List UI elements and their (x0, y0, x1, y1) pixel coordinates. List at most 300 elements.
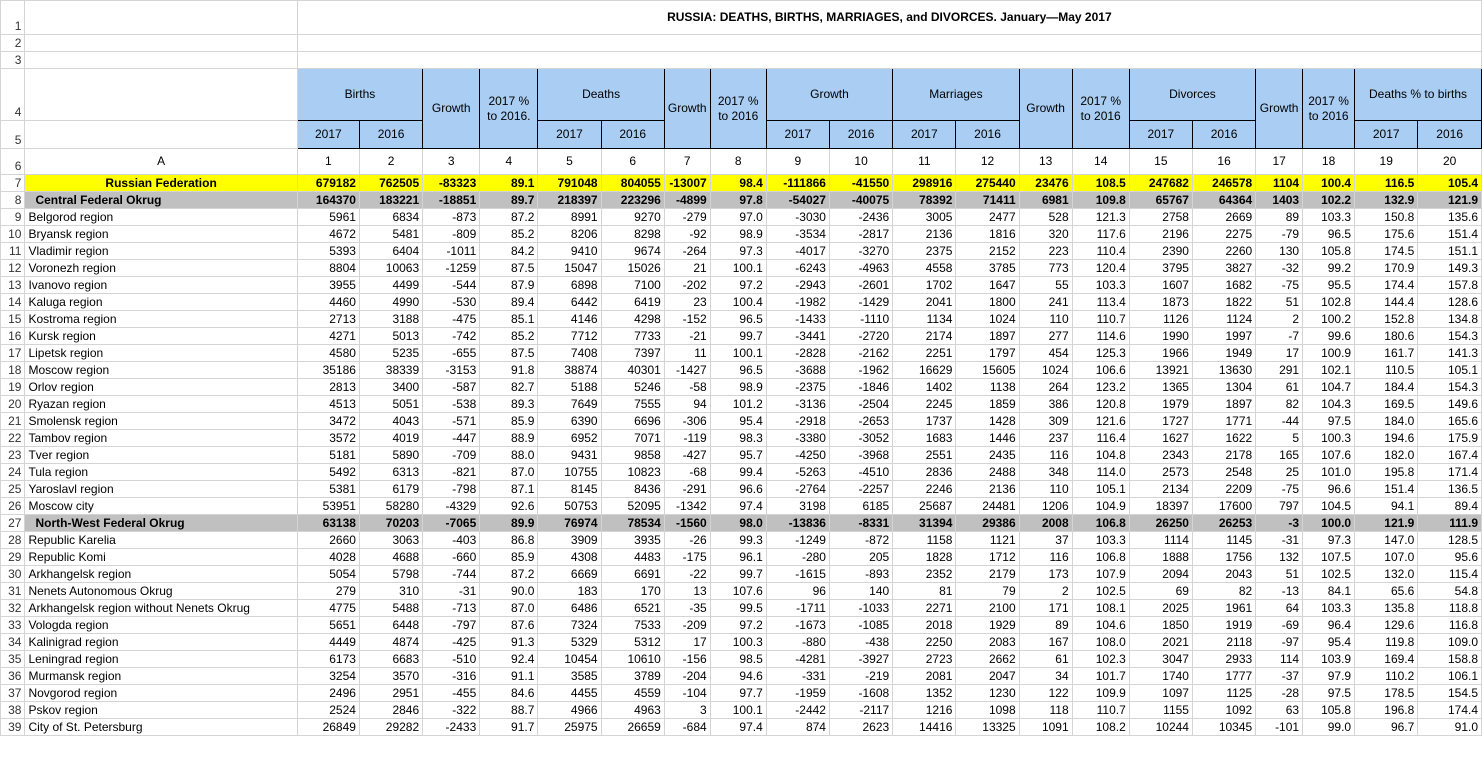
value-cell[interactable]: -5263 (766, 464, 829, 481)
column-number[interactable]: 16 (1192, 149, 1255, 175)
value-cell[interactable]: 5312 (601, 634, 664, 651)
value-cell[interactable]: 104.9 (1072, 498, 1129, 515)
value-cell[interactable]: 106.8 (1072, 549, 1129, 566)
value-cell[interactable]: 6683 (359, 651, 422, 668)
value-cell[interactable]: 4966 (538, 702, 601, 719)
value-cell[interactable]: 9270 (601, 209, 664, 226)
row-header[interactable]: 37 (1, 685, 25, 702)
value-cell[interactable]: -4510 (829, 464, 892, 481)
row-header[interactable]: 7 (1, 175, 25, 192)
value-cell[interactable]: 6691 (601, 566, 664, 583)
value-cell[interactable]: -438 (829, 634, 892, 651)
value-cell[interactable]: -2162 (829, 345, 892, 362)
column-number[interactable]: 8 (710, 149, 766, 175)
value-cell[interactable]: 119.8 (1355, 634, 1418, 651)
value-cell[interactable]: 2047 (956, 668, 1019, 685)
value-cell[interactable]: 2662 (956, 651, 1019, 668)
region-name[interactable]: Tambov region (25, 430, 297, 447)
value-cell[interactable]: -660 (423, 549, 480, 566)
value-cell[interactable]: 4990 (359, 294, 422, 311)
value-cell[interactable]: 101.2 (710, 396, 766, 413)
value-cell[interactable]: 101.0 (1303, 464, 1355, 481)
value-cell[interactable]: 123.2 (1072, 379, 1129, 396)
table-row[interactable] (1, 464, 1482, 481)
value-cell[interactable]: -279 (664, 209, 710, 226)
value-cell[interactable]: 150.8 (1355, 209, 1418, 226)
value-cell[interactable]: 100.1 (710, 260, 766, 277)
value-cell[interactable]: 309 (1019, 413, 1072, 430)
row-header[interactable]: 4 (1, 69, 25, 121)
region-name[interactable]: Arkhangelsk region (25, 566, 297, 583)
value-cell[interactable]: 1230 (956, 685, 1019, 702)
region-name[interactable]: Kursk region (25, 328, 297, 345)
value-cell[interactable]: 129.6 (1355, 617, 1418, 634)
value-cell[interactable]: 25 (1256, 464, 1303, 481)
value-cell[interactable]: 1727 (1129, 413, 1192, 430)
value-cell[interactable]: 118 (1019, 702, 1072, 719)
value-cell[interactable]: 17 (664, 634, 710, 651)
value-cell[interactable]: -2601 (829, 277, 892, 294)
region-name[interactable]: Russian Federation (25, 175, 297, 192)
value-cell[interactable]: 7071 (601, 430, 664, 447)
value-cell[interactable]: -152 (664, 311, 710, 328)
value-cell[interactable]: 2179 (956, 566, 1019, 583)
value-cell[interactable]: 2196 (1129, 226, 1192, 243)
value-cell[interactable]: 1897 (1192, 396, 1255, 413)
value-cell[interactable]: -1011 (423, 243, 480, 260)
value-cell[interactable]: 102.5 (1072, 583, 1129, 600)
header-growth[interactable]: Growth (1019, 69, 1072, 149)
value-cell[interactable]: 132 (1256, 549, 1303, 566)
value-cell[interactable]: 78534 (601, 515, 664, 532)
header-year[interactable]: 2016 (1418, 121, 1482, 149)
value-cell[interactable]: 78392 (893, 192, 956, 209)
value-cell[interactable]: -655 (423, 345, 480, 362)
value-cell[interactable]: 4688 (359, 549, 422, 566)
value-cell[interactable]: 291 (1256, 362, 1303, 379)
value-cell[interactable]: 100.3 (1303, 430, 1355, 447)
value-cell[interactable]: 89.9 (480, 515, 538, 532)
value-cell[interactable]: 96.7 (1355, 719, 1418, 736)
sheet-title[interactable]: RUSSIA: DEATHS, BIRTHS, MARRIAGES, and DIVORCES. January—May 2017 (297, 1, 1481, 35)
value-cell[interactable]: 120.8 (1072, 396, 1129, 413)
value-cell[interactable]: 151.1 (1418, 243, 1482, 260)
value-cell[interactable]: 3005 (893, 209, 956, 226)
value-cell[interactable]: 82 (1256, 396, 1303, 413)
value-cell[interactable]: 103.3 (1303, 209, 1355, 226)
value-cell[interactable]: 71411 (956, 192, 1019, 209)
value-cell[interactable]: 116.8 (1418, 617, 1482, 634)
value-cell[interactable]: 1979 (1129, 396, 1192, 413)
value-cell[interactable]: 3789 (601, 668, 664, 685)
value-cell[interactable]: -1846 (829, 379, 892, 396)
value-cell[interactable]: -1962 (829, 362, 892, 379)
value-cell[interactable]: 6834 (359, 209, 422, 226)
value-cell[interactable]: 2209 (1192, 481, 1255, 498)
header-year[interactable]: 2017 (538, 121, 601, 149)
value-cell[interactable]: 116 (1019, 447, 1072, 464)
value-cell[interactable]: 135.8 (1355, 600, 1418, 617)
value-cell[interactable]: 100.2 (1303, 311, 1355, 328)
region-name[interactable]: Kaluga region (25, 294, 297, 311)
value-cell[interactable]: 2 (1256, 311, 1303, 328)
value-cell[interactable]: 2008 (1019, 515, 1072, 532)
value-cell[interactable]: 128.6 (1418, 294, 1482, 311)
value-cell[interactable]: 1024 (1019, 362, 1072, 379)
value-cell[interactable]: 1997 (1192, 328, 1255, 345)
value-cell[interactable]: 89.7 (480, 192, 538, 209)
value-cell[interactable]: -3270 (829, 243, 892, 260)
table-row[interactable] (1, 209, 1482, 226)
value-cell[interactable]: 128.5 (1418, 532, 1482, 549)
value-cell[interactable]: 5051 (359, 396, 422, 413)
value-cell[interactable]: 18397 (1129, 498, 1192, 515)
table-row[interactable] (1, 498, 1482, 515)
value-cell[interactable]: 8804 (297, 260, 359, 277)
value-cell[interactable]: 102.5 (1303, 566, 1355, 583)
value-cell[interactable]: 108.5 (1072, 175, 1129, 192)
value-cell[interactable]: 13630 (1192, 362, 1255, 379)
value-cell[interactable]: 1777 (1192, 668, 1255, 685)
value-cell[interactable]: 2496 (297, 685, 359, 702)
region-name[interactable]: Yaroslavl region (25, 481, 297, 498)
value-cell[interactable]: 61 (1019, 651, 1072, 668)
value-cell[interactable]: 85.2 (480, 226, 538, 243)
value-cell[interactable]: 88.7 (480, 702, 538, 719)
value-cell[interactable]: 151.4 (1355, 481, 1418, 498)
value-cell[interactable]: 100.4 (710, 294, 766, 311)
value-cell[interactable]: -2442 (766, 702, 829, 719)
value-cell[interactable]: 63138 (297, 515, 359, 532)
value-cell[interactable]: 107.6 (1303, 447, 1355, 464)
value-cell[interactable]: 2100 (956, 600, 1019, 617)
value-cell[interactable]: 246578 (1192, 175, 1255, 192)
region-name[interactable]: Vladimir region (25, 243, 297, 260)
value-cell[interactable]: 104.7 (1303, 379, 1355, 396)
value-cell[interactable]: 135.6 (1418, 209, 1482, 226)
value-cell[interactable]: -13836 (766, 515, 829, 532)
header-divorces[interactable]: Divorces (1129, 69, 1255, 121)
value-cell[interactable]: 25687 (893, 498, 956, 515)
value-cell[interactable]: 117.6 (1072, 226, 1129, 243)
header-growth[interactable]: Growth (423, 69, 480, 149)
header-year[interactable]: 2017 (766, 121, 829, 149)
row-header[interactable]: 28 (1, 532, 25, 549)
value-cell[interactable]: 97.4 (710, 498, 766, 515)
value-cell[interactable]: 76974 (538, 515, 601, 532)
table-row[interactable] (1, 617, 1482, 634)
value-cell[interactable]: 102.8 (1303, 294, 1355, 311)
table-row[interactable] (1, 532, 1482, 549)
value-cell[interactable]: -4281 (766, 651, 829, 668)
value-cell[interactable]: 31394 (893, 515, 956, 532)
value-cell[interactable]: 79 (956, 583, 1019, 600)
value-cell[interactable]: -510 (423, 651, 480, 668)
value-cell[interactable]: 2933 (1192, 651, 1255, 668)
value-cell[interactable]: 7555 (601, 396, 664, 413)
value-cell[interactable]: 528 (1019, 209, 1072, 226)
value-cell[interactable]: 116.5 (1355, 175, 1418, 192)
value-cell[interactable]: 51 (1256, 566, 1303, 583)
value-cell[interactable]: 7408 (538, 345, 601, 362)
value-cell[interactable]: 2390 (1129, 243, 1192, 260)
value-cell[interactable]: 170 (601, 583, 664, 600)
value-cell[interactable]: 141.3 (1418, 345, 1482, 362)
value-cell[interactable]: 194.6 (1355, 430, 1418, 447)
value-cell[interactable]: 99.2 (1303, 260, 1355, 277)
value-cell[interactable]: 3909 (538, 532, 601, 549)
value-cell[interactable]: 4460 (297, 294, 359, 311)
value-cell[interactable]: 1104 (1256, 175, 1303, 192)
value-cell[interactable]: 102.2 (1303, 192, 1355, 209)
value-cell[interactable]: 13 (664, 583, 710, 600)
region-name[interactable]: Arkhangelsk region without Nenets Okrug (25, 600, 297, 617)
value-cell[interactable]: -119 (664, 430, 710, 447)
value-cell[interactable]: 3047 (1129, 651, 1192, 668)
value-cell[interactable]: 6898 (538, 277, 601, 294)
value-cell[interactable]: 1929 (956, 617, 1019, 634)
value-cell[interactable]: 87.5 (480, 345, 538, 362)
value-cell[interactable]: 105.8 (1303, 702, 1355, 719)
value-cell[interactable]: 1206 (1019, 498, 1072, 515)
value-cell[interactable]: 3572 (297, 430, 359, 447)
value-cell[interactable]: 679182 (297, 175, 359, 192)
value-cell[interactable]: 2174 (893, 328, 956, 345)
value-cell[interactable]: 109.9 (1072, 685, 1129, 702)
value-cell[interactable]: 87.1 (480, 481, 538, 498)
cell[interactable] (297, 35, 1481, 52)
value-cell[interactable]: 4146 (538, 311, 601, 328)
value-cell[interactable]: 84.2 (480, 243, 538, 260)
header-year[interactable]: 2017 (297, 121, 359, 149)
value-cell[interactable]: 38874 (538, 362, 601, 379)
value-cell[interactable]: 2375 (893, 243, 956, 260)
value-cell[interactable]: 10063 (359, 260, 422, 277)
header-pct[interactable]: 2017 % to 2016 (1303, 69, 1355, 149)
value-cell[interactable]: 5013 (359, 328, 422, 345)
value-cell[interactable]: -1711 (766, 600, 829, 617)
value-cell[interactable]: -1033 (829, 600, 892, 617)
region-name[interactable]: Leningrad region (25, 651, 297, 668)
value-cell[interactable]: 116.4 (1072, 430, 1129, 447)
value-cell[interactable]: 13921 (1129, 362, 1192, 379)
header-marriages[interactable]: Marriages (893, 69, 1019, 121)
region-name[interactable]: Moscow city (25, 498, 297, 515)
value-cell[interactable]: 98.3 (710, 430, 766, 447)
value-cell[interactable]: -1673 (766, 617, 829, 634)
value-cell[interactable]: -530 (423, 294, 480, 311)
value-cell[interactable]: 55 (1019, 277, 1072, 294)
value-cell[interactable]: -809 (423, 226, 480, 243)
value-cell[interactable]: -425 (423, 634, 480, 651)
value-cell[interactable]: -538 (423, 396, 480, 413)
value-cell[interactable]: 348 (1019, 464, 1072, 481)
value-cell[interactable]: 64364 (1192, 192, 1255, 209)
value-cell[interactable]: 100.1 (710, 345, 766, 362)
value-cell[interactable]: 87.6 (480, 617, 538, 634)
column-number[interactable]: 2 (359, 149, 422, 175)
value-cell[interactable]: -26 (664, 532, 710, 549)
value-cell[interactable]: 2669 (1192, 209, 1255, 226)
value-cell[interactable]: 82 (1192, 583, 1255, 600)
value-cell[interactable]: 10610 (601, 651, 664, 668)
value-cell[interactable]: 100.0 (1303, 515, 1355, 532)
row-header[interactable]: 20 (1, 396, 25, 413)
column-number[interactable]: 20 (1418, 149, 1482, 175)
value-cell[interactable]: 6521 (601, 600, 664, 617)
value-cell[interactable]: -798 (423, 481, 480, 498)
value-cell[interactable]: 132.9 (1355, 192, 1418, 209)
region-name[interactable]: Republic Komi (25, 549, 297, 566)
cell[interactable] (25, 35, 297, 52)
value-cell[interactable]: 6669 (538, 566, 601, 583)
value-cell[interactable]: 174.4 (1355, 277, 1418, 294)
region-name[interactable]: Tula region (25, 464, 297, 481)
value-cell[interactable]: 180.6 (1355, 328, 1418, 345)
value-cell[interactable]: -2436 (829, 209, 892, 226)
value-cell[interactable]: 2246 (893, 481, 956, 498)
region-name[interactable]: Lipetsk region (25, 345, 297, 362)
value-cell[interactable]: 4874 (359, 634, 422, 651)
value-cell[interactable]: 98.0 (710, 515, 766, 532)
value-cell[interactable]: 3254 (297, 668, 359, 685)
value-cell[interactable]: 175.6 (1355, 226, 1418, 243)
value-cell[interactable]: 107.0 (1355, 549, 1418, 566)
value-cell[interactable]: 6696 (601, 413, 664, 430)
value-cell[interactable]: 6185 (829, 498, 892, 515)
value-cell[interactable]: -41550 (829, 175, 892, 192)
value-cell[interactable]: 1828 (893, 549, 956, 566)
value-cell[interactable]: 99.6 (1303, 328, 1355, 345)
value-cell[interactable]: -4250 (766, 447, 829, 464)
value-cell[interactable]: -3052 (829, 430, 892, 447)
value-cell[interactable]: 2551 (893, 447, 956, 464)
region-name[interactable]: Murmansk region (25, 668, 297, 685)
value-cell[interactable]: 2081 (893, 668, 956, 685)
value-cell[interactable]: 164370 (297, 192, 359, 209)
value-cell[interactable]: 1822 (1192, 294, 1255, 311)
value-cell[interactable]: 95.5 (1303, 277, 1355, 294)
value-cell[interactable]: 3585 (538, 668, 601, 685)
value-cell[interactable]: 69 (1129, 583, 1192, 600)
value-cell[interactable]: 2548 (1192, 464, 1255, 481)
value-cell[interactable]: 97.3 (1303, 532, 1355, 549)
value-cell[interactable]: 174.5 (1355, 243, 1418, 260)
value-cell[interactable]: 3935 (601, 532, 664, 549)
value-cell[interactable]: 1024 (956, 311, 1019, 328)
value-cell[interactable]: -35 (664, 600, 710, 617)
value-cell[interactable]: 95.6 (1418, 549, 1482, 566)
value-cell[interactable]: 113.4 (1072, 294, 1129, 311)
value-cell[interactable]: -31 (1256, 532, 1303, 549)
region-name[interactable]: Smolensk region (25, 413, 297, 430)
value-cell[interactable]: 110 (1019, 311, 1072, 328)
value-cell[interactable]: 1098 (956, 702, 1019, 719)
region-name[interactable]: North-West Federal Okrug (25, 515, 297, 532)
value-cell[interactable]: 298916 (893, 175, 956, 192)
value-cell[interactable]: 277 (1019, 328, 1072, 345)
value-cell[interactable]: 196.8 (1355, 702, 1418, 719)
value-cell[interactable]: 105.1 (1072, 481, 1129, 498)
value-cell[interactable]: 791048 (538, 175, 601, 192)
value-cell[interactable]: 3785 (956, 260, 1019, 277)
value-cell[interactable]: 1919 (1192, 617, 1255, 634)
value-cell[interactable]: 89 (1256, 209, 1303, 226)
value-cell[interactable]: 1816 (956, 226, 1019, 243)
value-cell[interactable]: 1158 (893, 532, 956, 549)
table-row[interactable] (1, 277, 1482, 294)
row-header[interactable]: 6 (1, 149, 25, 175)
row-header[interactable]: 10 (1, 226, 25, 243)
table-row[interactable] (1, 447, 1482, 464)
region-name[interactable]: Bryansk region (25, 226, 297, 243)
value-cell[interactable]: 2352 (893, 566, 956, 583)
value-cell[interactable]: -1085 (829, 617, 892, 634)
row-header[interactable]: 26 (1, 498, 25, 515)
value-cell[interactable]: 169.4 (1355, 651, 1418, 668)
value-cell[interactable]: 5 (1256, 430, 1303, 447)
value-cell[interactable]: -1110 (829, 311, 892, 328)
value-cell[interactable]: -2117 (829, 702, 892, 719)
table-row[interactable] (1, 583, 1482, 600)
value-cell[interactable]: 223 (1019, 243, 1072, 260)
value-cell[interactable]: 4559 (601, 685, 664, 702)
value-cell[interactable]: -291 (664, 481, 710, 498)
value-cell[interactable]: 14416 (893, 719, 956, 736)
value-cell[interactable]: 104.5 (1303, 498, 1355, 515)
header-year[interactable]: 2016 (829, 121, 892, 149)
row-header[interactable]: 17 (1, 345, 25, 362)
table-row[interactable] (1, 719, 1482, 736)
value-cell[interactable]: 2094 (1129, 566, 1192, 583)
value-cell[interactable]: 8206 (538, 226, 601, 243)
value-cell[interactable]: 2723 (893, 651, 956, 668)
value-cell[interactable]: 1627 (1129, 430, 1192, 447)
value-cell[interactable]: 1737 (893, 413, 956, 430)
value-cell[interactable]: 102.3 (1072, 651, 1129, 668)
value-cell[interactable]: 15026 (601, 260, 664, 277)
value-cell[interactable]: 275440 (956, 175, 1019, 192)
value-cell[interactable]: -713 (423, 600, 480, 617)
value-cell[interactable]: 797 (1256, 498, 1303, 515)
value-cell[interactable]: 87.2 (480, 566, 538, 583)
value-cell[interactable]: -68 (664, 464, 710, 481)
value-cell[interactable]: 6981 (1019, 192, 1072, 209)
header-pct[interactable]: 2017 % to 2016 (710, 69, 766, 149)
value-cell[interactable]: 84.1 (1303, 583, 1355, 600)
value-cell[interactable]: 2573 (1129, 464, 1192, 481)
row-header[interactable]: 19 (1, 379, 25, 396)
value-cell[interactable]: 11 (664, 345, 710, 362)
region-name[interactable]: Orlov region (25, 379, 297, 396)
value-cell[interactable]: 97.0 (710, 209, 766, 226)
row-header[interactable]: 31 (1, 583, 25, 600)
value-cell[interactable]: 120.4 (1072, 260, 1129, 277)
value-cell[interactable]: 97.4 (710, 719, 766, 736)
value-cell[interactable]: -21 (664, 328, 710, 345)
value-cell[interactable]: -2817 (829, 226, 892, 243)
value-cell[interactable]: 17 (1256, 345, 1303, 362)
value-cell[interactable]: -31 (423, 583, 480, 600)
value-cell[interactable]: 2136 (893, 226, 956, 243)
table-row[interactable] (1, 634, 1482, 651)
value-cell[interactable]: 110 (1019, 481, 1072, 498)
value-cell[interactable]: 97.9 (1303, 668, 1355, 685)
value-cell[interactable]: 1125 (1192, 685, 1255, 702)
value-cell[interactable]: -742 (423, 328, 480, 345)
value-cell[interactable]: -447 (423, 430, 480, 447)
header-deaths[interactable]: Deaths (538, 69, 664, 121)
